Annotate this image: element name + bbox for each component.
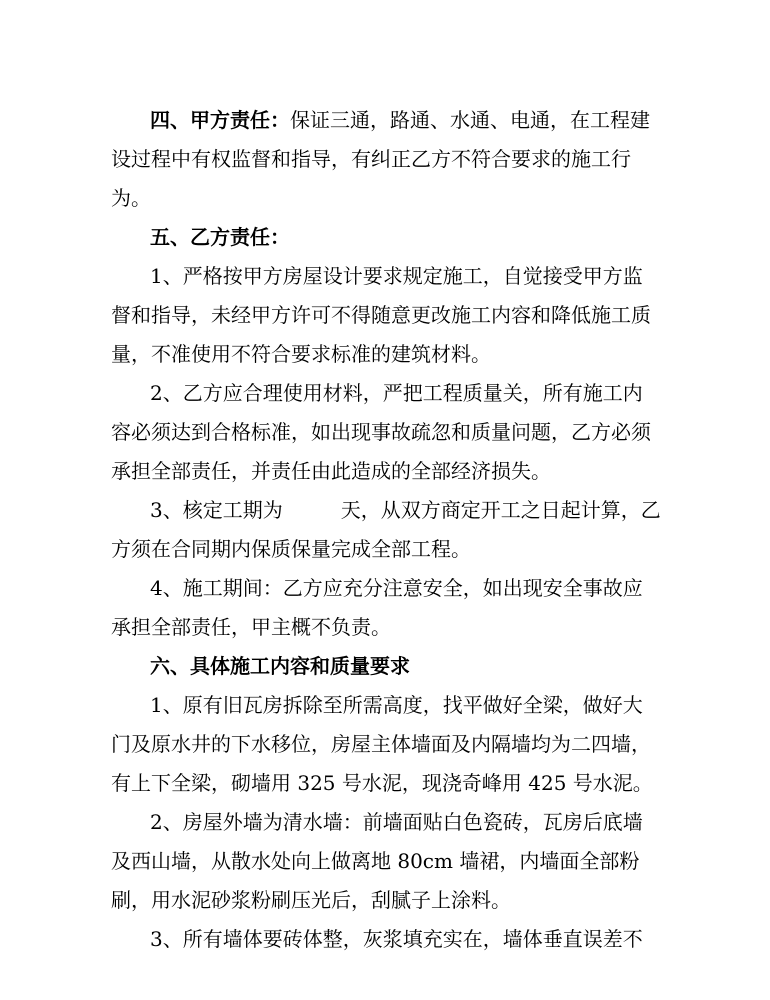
section-five-p2-line-2: 容必须达到合格标准，如出现事故疏忽和质量问题，乙方必须: [111, 420, 651, 444]
section-five-p3-line-2: 方须在合同期内保质保量完成全部工程。: [111, 537, 471, 561]
section-five-p1-line-3: 量，不准使用不符合要求标准的建筑材料。: [111, 342, 491, 366]
section-six-p1-line-1: 1、原有旧瓦房拆除至所需高度，找平做好全梁，做好大: [150, 693, 643, 717]
section-four-line-1: [150, 106, 650, 134]
section-four-text-1: 保证三通，路通、水通、电通，在工程建: [290, 108, 650, 132]
section-six-p2-line-3: 刷，用水泥砂浆粉刷压光后，刮腻子上涂料。: [111, 888, 511, 912]
section-six-p1-line-3: 有上下全梁，砌墙用 325 号水泥，现浇奇峰用 425 号水泥。: [111, 771, 653, 795]
section-five-p1-line-2: 督和指导，未经甲方许可不得随意更改施工内容和降低施工质: [111, 303, 651, 327]
section-five-heading: 五、乙方责任：: [150, 225, 290, 249]
section-five-p4-line-2: 承担全部责任，甲主概不负责。: [111, 615, 391, 639]
section-five-p1-line-1: 1、严格按甲方房屋设计要求规定施工，自觉接受甲方监: [150, 264, 643, 288]
section-four-heading: 四、甲方责任：: [150, 108, 290, 132]
section-five-p3-line-1: [150, 496, 661, 524]
section-six-p2-line-2: 及西山墙，从散水处向上做离地 80cm 墙裙，内墙面全部粉: [111, 849, 640, 873]
section-five-p2-line-1: 2、乙方应合理使用材料，严把工程质量关，所有施工内: [150, 381, 643, 405]
section-four-line-2: 设过程中有权监督和指导，有纠正乙方不符合要求的施工行: [111, 147, 631, 171]
section-six-p1-line-2: 门及原水井的下水移位，房屋主体墙面及内隔墙均为二四墙，: [111, 732, 651, 756]
section-five-p3-text-a: 3、核定工期为: [150, 498, 283, 522]
section-five-p3-text-b: 天，从双方商定开工之日起计算，乙: [340, 498, 661, 522]
section-five-p2-line-3: 承担全部责任，并责任由此造成的全部经济损失。: [111, 459, 551, 483]
section-five-p4-line-1: 4、施工期间：乙方应充分注意安全，如出现安全事故应: [150, 576, 643, 600]
section-six-p2-line-1: 2、房屋外墙为清水墙：前墙面贴白色瓷砖，瓦房后底墙: [150, 810, 643, 834]
section-six-p3-line-1: 3、所有墙体要砖体整，灰浆填充实在，墙体垂直误差不: [150, 927, 643, 951]
section-four-line-3: 为。: [111, 186, 151, 210]
section-six-heading: 六、具体施工内容和质量要求: [150, 654, 410, 678]
